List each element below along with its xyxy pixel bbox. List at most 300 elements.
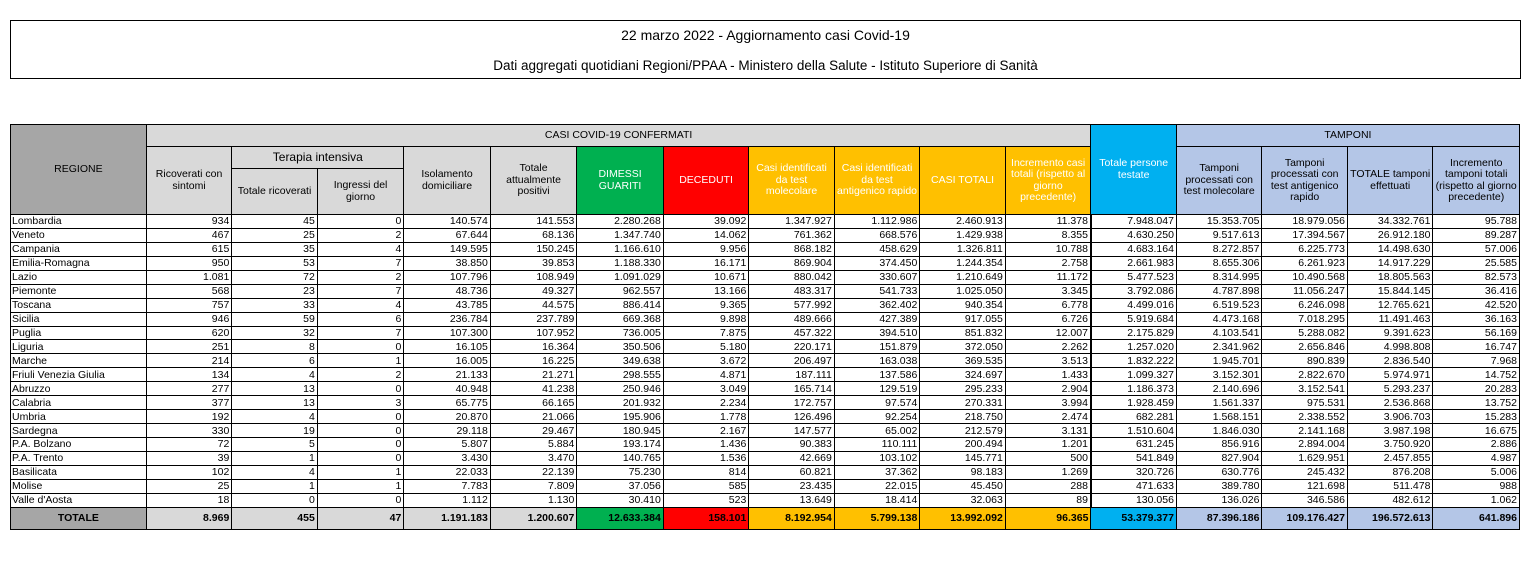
cell-ricoverati: 568 bbox=[146, 284, 232, 298]
cell-ti-ingressi: 0 bbox=[317, 215, 404, 229]
cell-tamponi-incremento: 95.788 bbox=[1433, 215, 1520, 229]
cell-ricoverati: 1.081 bbox=[146, 270, 232, 284]
cell-casi-totali: 200.494 bbox=[920, 438, 1006, 452]
header-casi-antigenico: Casi identificati da test antigenico rapido bbox=[834, 147, 920, 215]
cell-casi-molecolare: 90.383 bbox=[749, 438, 835, 452]
cell-casi-totali: 1.326.811 bbox=[920, 242, 1006, 256]
cell-isolamento: 3.430 bbox=[404, 451, 491, 465]
cell-tamponi-totale: 2.457.855 bbox=[1347, 451, 1433, 465]
cell-dimessi: 250.946 bbox=[577, 382, 664, 396]
cell-ricoverati: 214 bbox=[146, 354, 232, 368]
cell-incremento-casi: 1.433 bbox=[1005, 368, 1091, 382]
cell-persone-testate: 1.257.020 bbox=[1091, 340, 1177, 354]
cell-casi-antigenico: 137.586 bbox=[834, 368, 920, 382]
cell-ti-totale: 72 bbox=[232, 270, 318, 284]
table-row bbox=[11, 340, 1520, 354]
cell-tamponi-incremento: 16.747 bbox=[1433, 340, 1520, 354]
cell-persone-testate: 541.849 bbox=[1091, 451, 1177, 465]
total-tamponi-totale: 196.572.613 bbox=[1347, 507, 1433, 529]
cell-ti-totale: 4 bbox=[232, 410, 318, 424]
cell-persone-testate: 4.630.250 bbox=[1091, 228, 1177, 242]
cell-casi-totali: 1.244.354 bbox=[920, 256, 1006, 270]
cell-dimessi: 195.906 bbox=[577, 410, 664, 424]
cell-ti-totale: 35 bbox=[232, 242, 318, 256]
total-incremento-casi: 96.365 bbox=[1005, 507, 1091, 529]
cell-casi-totali: 270.331 bbox=[920, 396, 1006, 410]
cell-persone-testate: 320.726 bbox=[1091, 465, 1177, 479]
cell-isolamento: 21.133 bbox=[404, 368, 491, 382]
cell-tamponi-antigenico: 18.979.056 bbox=[1262, 215, 1348, 229]
cell-persone-testate: 4.683.164 bbox=[1091, 242, 1177, 256]
cell-casi-molecolare: 165.714 bbox=[749, 382, 835, 396]
cell-incremento-casi: 6.726 bbox=[1005, 312, 1091, 326]
cell-isolamento: 43.785 bbox=[404, 298, 491, 312]
table-row bbox=[11, 493, 1520, 507]
cell-tamponi-totale: 26.912.180 bbox=[1347, 228, 1433, 242]
cell-tamponi-totale: 3.906.703 bbox=[1347, 410, 1433, 424]
cell-ti-totale: 4 bbox=[232, 368, 318, 382]
cell-tamponi-totale: 3.750.920 bbox=[1347, 438, 1433, 452]
cell-dimessi: 2.280.268 bbox=[577, 215, 664, 229]
cell-casi-totali: 295.233 bbox=[920, 382, 1006, 396]
cell-positivi: 108.949 bbox=[490, 270, 577, 284]
cell-positivi: 39.853 bbox=[490, 256, 577, 270]
cell-incremento-casi: 2.904 bbox=[1005, 382, 1091, 396]
cell-region: Lazio bbox=[11, 270, 147, 284]
cell-tamponi-incremento: 20.283 bbox=[1433, 382, 1520, 396]
cell-ti-totale: 6 bbox=[232, 354, 318, 368]
cell-persone-testate: 1.186.373 bbox=[1091, 382, 1177, 396]
cell-ti-ingressi: 7 bbox=[317, 256, 404, 270]
cell-isolamento: 1.112 bbox=[404, 493, 491, 507]
cell-tamponi-incremento: 36.416 bbox=[1433, 284, 1520, 298]
cell-region: Valle d'Aosta bbox=[11, 493, 147, 507]
cell-positivi: 22.139 bbox=[490, 465, 577, 479]
total-ti-totale: 455 bbox=[232, 507, 318, 529]
cell-casi-totali: 45.450 bbox=[920, 479, 1006, 493]
cell-tamponi-antigenico: 17.394.567 bbox=[1262, 228, 1348, 242]
cell-ricoverati: 615 bbox=[146, 242, 232, 256]
cell-region: Toscana bbox=[11, 298, 147, 312]
total-casi-antigenico: 5.799.138 bbox=[834, 507, 920, 529]
cell-region: P.A. Trento bbox=[11, 451, 147, 465]
cell-persone-testate: 4.499.016 bbox=[1091, 298, 1177, 312]
cell-casi-molecolare: 187.111 bbox=[749, 368, 835, 382]
table-row bbox=[11, 312, 1520, 326]
cell-ti-totale: 32 bbox=[232, 326, 318, 340]
header-terapia-intensiva: Terapia intensiva bbox=[232, 147, 404, 169]
cell-region: Liguria bbox=[11, 340, 147, 354]
cell-casi-antigenico: 541.733 bbox=[834, 284, 920, 298]
cell-isolamento: 65.775 bbox=[404, 396, 491, 410]
cell-incremento-casi: 1.201 bbox=[1005, 438, 1091, 452]
header-casi-molecolare: Casi identificati da test molecolare bbox=[749, 147, 835, 215]
cell-deceduti: 13.166 bbox=[663, 284, 749, 298]
cell-isolamento: 38.850 bbox=[404, 256, 491, 270]
header-isolamento: Isolamento domiciliare bbox=[404, 147, 491, 215]
cell-region: Sardegna bbox=[11, 424, 147, 438]
cell-casi-molecolare: 869.904 bbox=[749, 256, 835, 270]
cell-casi-totali: 32.063 bbox=[920, 493, 1006, 507]
cell-incremento-casi: 500 bbox=[1005, 451, 1091, 465]
cell-tamponi-totale: 12.765.621 bbox=[1347, 298, 1433, 312]
cell-dimessi: 193.174 bbox=[577, 438, 664, 452]
cell-deceduti: 523 bbox=[663, 493, 749, 507]
cell-tamponi-incremento: 16.675 bbox=[1433, 424, 1520, 438]
cell-incremento-casi: 3.994 bbox=[1005, 396, 1091, 410]
cell-tamponi-molecolare: 136.026 bbox=[1176, 493, 1262, 507]
cell-deceduti: 2.234 bbox=[663, 396, 749, 410]
cell-tamponi-antigenico: 975.531 bbox=[1262, 396, 1348, 410]
cell-casi-molecolare: 60.821 bbox=[749, 465, 835, 479]
covid-data-table bbox=[10, 124, 1520, 530]
cell-ti-ingressi: 1 bbox=[317, 465, 404, 479]
cell-isolamento: 22.033 bbox=[404, 465, 491, 479]
cell-tamponi-totale: 14.498.630 bbox=[1347, 242, 1433, 256]
cell-deceduti: 9.365 bbox=[663, 298, 749, 312]
cell-tamponi-antigenico: 346.586 bbox=[1262, 493, 1348, 507]
cell-casi-totali: 1.210.649 bbox=[920, 270, 1006, 284]
cell-ricoverati: 377 bbox=[146, 396, 232, 410]
total-tamponi-antigenico: 109.176.427 bbox=[1262, 507, 1348, 529]
cell-persone-testate: 2.175.829 bbox=[1091, 326, 1177, 340]
cell-casi-totali: 851.832 bbox=[920, 326, 1006, 340]
cell-tamponi-totale: 34.332.761 bbox=[1347, 215, 1433, 229]
cell-casi-antigenico: 427.389 bbox=[834, 312, 920, 326]
cell-incremento-casi: 10.788 bbox=[1005, 242, 1091, 256]
cell-ricoverati: 330 bbox=[146, 424, 232, 438]
cell-tamponi-incremento: 89.287 bbox=[1433, 228, 1520, 242]
cell-casi-molecolare: 42.669 bbox=[749, 451, 835, 465]
cell-ti-totale: 53 bbox=[232, 256, 318, 270]
cell-isolamento: 16.005 bbox=[404, 354, 491, 368]
cell-ti-totale: 19 bbox=[232, 424, 318, 438]
cell-positivi: 16.225 bbox=[490, 354, 577, 368]
cell-ti-totale: 1 bbox=[232, 479, 318, 493]
cell-tamponi-antigenico: 245.432 bbox=[1262, 465, 1348, 479]
cell-tamponi-incremento: 15.283 bbox=[1433, 410, 1520, 424]
cell-casi-totali: 1.025.050 bbox=[920, 284, 1006, 298]
cell-ti-totale: 33 bbox=[232, 298, 318, 312]
cell-dimessi: 669.368 bbox=[577, 312, 664, 326]
cell-persone-testate: 1.832.222 bbox=[1091, 354, 1177, 368]
cell-incremento-casi: 8.355 bbox=[1005, 228, 1091, 242]
cell-casi-antigenico: 394.510 bbox=[834, 326, 920, 340]
cell-ti-ingressi: 2 bbox=[317, 368, 404, 382]
cell-dimessi: 180.945 bbox=[577, 424, 664, 438]
cell-casi-molecolare: 577.992 bbox=[749, 298, 835, 312]
table-row bbox=[11, 326, 1520, 340]
cell-ti-ingressi: 1 bbox=[317, 479, 404, 493]
cell-incremento-casi: 11.378 bbox=[1005, 215, 1091, 229]
cell-tamponi-incremento: 13.752 bbox=[1433, 396, 1520, 410]
cell-tamponi-incremento: 57.006 bbox=[1433, 242, 1520, 256]
cell-casi-antigenico: 151.879 bbox=[834, 340, 920, 354]
cell-incremento-casi: 11.172 bbox=[1005, 270, 1091, 284]
cell-isolamento: 40.948 bbox=[404, 382, 491, 396]
cell-deceduti: 3.672 bbox=[663, 354, 749, 368]
cell-tamponi-totale: 511.478 bbox=[1347, 479, 1433, 493]
table-body bbox=[11, 215, 1520, 530]
cell-tamponi-molecolare: 1.568.151 bbox=[1176, 410, 1262, 424]
cell-isolamento: 48.736 bbox=[404, 284, 491, 298]
cell-ricoverati: 251 bbox=[146, 340, 232, 354]
cell-deceduti: 585 bbox=[663, 479, 749, 493]
total-persone-testate: 53.379.377 bbox=[1091, 507, 1177, 529]
cell-tamponi-molecolare: 389.780 bbox=[1176, 479, 1262, 493]
total-positivi: 1.200.607 bbox=[490, 507, 577, 529]
cell-tamponi-totale: 5.974.971 bbox=[1347, 368, 1433, 382]
cell-isolamento: 107.300 bbox=[404, 326, 491, 340]
cell-region: Calabria bbox=[11, 396, 147, 410]
cell-casi-molecolare: 172.757 bbox=[749, 396, 835, 410]
cell-tamponi-molecolare: 15.353.705 bbox=[1176, 215, 1262, 229]
cell-dimessi: 30.410 bbox=[577, 493, 664, 507]
table-row bbox=[11, 284, 1520, 298]
table-row bbox=[11, 256, 1520, 270]
cell-isolamento: 107.796 bbox=[404, 270, 491, 284]
cell-tamponi-totale: 4.998.808 bbox=[1347, 340, 1433, 354]
cell-ti-totale: 8 bbox=[232, 340, 318, 354]
cell-region: Abruzzo bbox=[11, 382, 147, 396]
cell-positivi: 21.271 bbox=[490, 368, 577, 382]
cell-casi-molecolare: 489.666 bbox=[749, 312, 835, 326]
cell-casi-totali: 145.771 bbox=[920, 451, 1006, 465]
cell-tamponi-antigenico: 10.490.568 bbox=[1262, 270, 1348, 284]
table-row bbox=[11, 479, 1520, 493]
cell-deceduti: 2.167 bbox=[663, 424, 749, 438]
cell-ti-ingressi: 4 bbox=[317, 242, 404, 256]
cell-region: P.A. Bolzano bbox=[11, 438, 147, 452]
cell-deceduti: 16.171 bbox=[663, 256, 749, 270]
report-title-box bbox=[10, 20, 1521, 79]
cell-ti-ingressi: 7 bbox=[317, 284, 404, 298]
cell-tamponi-molecolare: 4.787.898 bbox=[1176, 284, 1262, 298]
cell-tamponi-incremento: 988 bbox=[1433, 479, 1520, 493]
cell-ti-ingressi: 0 bbox=[317, 340, 404, 354]
cell-ricoverati: 192 bbox=[146, 410, 232, 424]
cell-casi-molecolare: 868.182 bbox=[749, 242, 835, 256]
cell-incremento-casi: 89 bbox=[1005, 493, 1091, 507]
cell-casi-molecolare: 220.171 bbox=[749, 340, 835, 354]
cell-deceduti: 5.180 bbox=[663, 340, 749, 354]
cell-ricoverati: 18 bbox=[146, 493, 232, 507]
cell-ti-ingressi: 0 bbox=[317, 438, 404, 452]
cell-casi-antigenico: 458.629 bbox=[834, 242, 920, 256]
total-dimessi: 12.633.384 bbox=[577, 507, 664, 529]
cell-casi-molecolare: 126.496 bbox=[749, 410, 835, 424]
cell-region: Marche bbox=[11, 354, 147, 368]
cell-persone-testate: 682.281 bbox=[1091, 410, 1177, 424]
cell-tamponi-molecolare: 827.904 bbox=[1176, 451, 1262, 465]
cell-deceduti: 1.778 bbox=[663, 410, 749, 424]
cell-ti-totale: 0 bbox=[232, 493, 318, 507]
total-ti-ingressi: 47 bbox=[317, 507, 404, 529]
cell-deceduti: 39.092 bbox=[663, 215, 749, 229]
cell-ti-ingressi: 2 bbox=[317, 270, 404, 284]
cell-tamponi-totale: 5.293.237 bbox=[1347, 382, 1433, 396]
cell-incremento-casi: 2.758 bbox=[1005, 256, 1091, 270]
cell-persone-testate: 130.056 bbox=[1091, 493, 1177, 507]
cell-casi-totali: 2.460.913 bbox=[920, 215, 1006, 229]
cell-casi-totali: 940.354 bbox=[920, 298, 1006, 312]
cell-ti-totale: 25 bbox=[232, 228, 318, 242]
cell-positivi: 107.952 bbox=[490, 326, 577, 340]
cell-deceduti: 9.898 bbox=[663, 312, 749, 326]
total-casi-molecolare: 8.192.954 bbox=[749, 507, 835, 529]
cell-ricoverati: 25 bbox=[146, 479, 232, 493]
cell-tamponi-antigenico: 890.839 bbox=[1262, 354, 1348, 368]
table-row bbox=[11, 298, 1520, 312]
cell-casi-antigenico: 362.402 bbox=[834, 298, 920, 312]
table-row bbox=[11, 410, 1520, 424]
cell-dimessi: 1.347.740 bbox=[577, 228, 664, 242]
cell-ricoverati: 277 bbox=[146, 382, 232, 396]
confirmed-cases-group-header: CASI COVID-19 CONFERMATI bbox=[146, 125, 1091, 147]
cell-casi-antigenico: 330.607 bbox=[834, 270, 920, 284]
cell-isolamento: 20.870 bbox=[404, 410, 491, 424]
cell-casi-antigenico: 103.102 bbox=[834, 451, 920, 465]
cell-casi-totali: 372.050 bbox=[920, 340, 1006, 354]
cell-region: Piemonte bbox=[11, 284, 147, 298]
cell-ti-totale: 5 bbox=[232, 438, 318, 452]
cell-casi-molecolare: 880.042 bbox=[749, 270, 835, 284]
cell-dimessi: 349.638 bbox=[577, 354, 664, 368]
cell-dimessi: 1.166.610 bbox=[577, 242, 664, 256]
cell-casi-antigenico: 65.002 bbox=[834, 424, 920, 438]
header-positivi: Totale attualmente positivi bbox=[490, 147, 577, 215]
cell-tamponi-molecolare: 2.341.962 bbox=[1176, 340, 1262, 354]
cell-persone-testate: 631.245 bbox=[1091, 438, 1177, 452]
cell-deceduti: 814 bbox=[663, 465, 749, 479]
cell-tamponi-incremento: 7.968 bbox=[1433, 354, 1520, 368]
cell-tamponi-antigenico: 121.698 bbox=[1262, 479, 1348, 493]
cell-positivi: 49.327 bbox=[490, 284, 577, 298]
cell-dimessi: 736.005 bbox=[577, 326, 664, 340]
cell-casi-molecolare: 23.435 bbox=[749, 479, 835, 493]
cell-ricoverati: 39 bbox=[146, 451, 232, 465]
cell-isolamento: 236.784 bbox=[404, 312, 491, 326]
cell-tamponi-antigenico: 6.225.773 bbox=[1262, 242, 1348, 256]
total-ricoverati: 8.969 bbox=[146, 507, 232, 529]
cell-ricoverati: 934 bbox=[146, 215, 232, 229]
cell-region: Molise bbox=[11, 479, 147, 493]
cell-ricoverati: 620 bbox=[146, 326, 232, 340]
cell-region: Emilia-Romagna bbox=[11, 256, 147, 270]
table-row bbox=[11, 438, 1520, 452]
table-row bbox=[11, 451, 1520, 465]
cell-region: Sicilia bbox=[11, 312, 147, 326]
cell-casi-antigenico: 37.362 bbox=[834, 465, 920, 479]
table-row bbox=[11, 396, 1520, 410]
table-row bbox=[11, 368, 1520, 382]
cell-positivi: 3.470 bbox=[490, 451, 577, 465]
cell-tamponi-incremento: 14.752 bbox=[1433, 368, 1520, 382]
cell-casi-molecolare: 483.317 bbox=[749, 284, 835, 298]
region-column-header: REGIONE bbox=[11, 125, 147, 215]
cell-tamponi-molecolare: 1.846.030 bbox=[1176, 424, 1262, 438]
cell-ricoverati: 467 bbox=[146, 228, 232, 242]
cell-tamponi-molecolare: 6.519.523 bbox=[1176, 298, 1262, 312]
cell-casi-molecolare: 761.362 bbox=[749, 228, 835, 242]
cell-tamponi-incremento: 56.169 bbox=[1433, 326, 1520, 340]
cell-tamponi-totale: 18.805.563 bbox=[1347, 270, 1433, 284]
cell-tamponi-incremento: 82.573 bbox=[1433, 270, 1520, 284]
cell-ti-ingressi: 0 bbox=[317, 424, 404, 438]
cell-ti-ingressi: 3 bbox=[317, 396, 404, 410]
cell-ti-totale: 45 bbox=[232, 215, 318, 229]
cell-isolamento: 16.105 bbox=[404, 340, 491, 354]
cell-casi-totali: 369.535 bbox=[920, 354, 1006, 368]
cell-dimessi: 350.506 bbox=[577, 340, 664, 354]
header-tamponi-molecolare: Tamponi processati con test molecolare bbox=[1176, 147, 1262, 215]
header-casi-totali: CASI TOTALI bbox=[920, 147, 1006, 215]
cell-persone-testate: 3.792.086 bbox=[1091, 284, 1177, 298]
total-region: TOTALE bbox=[11, 507, 147, 529]
cell-deceduti: 14.062 bbox=[663, 228, 749, 242]
cell-casi-totali: 212.579 bbox=[920, 424, 1006, 438]
totals-row bbox=[11, 507, 1520, 529]
cell-incremento-casi: 6.778 bbox=[1005, 298, 1091, 312]
cell-casi-antigenico: 97.574 bbox=[834, 396, 920, 410]
cell-dimessi: 1.188.330 bbox=[577, 256, 664, 270]
cell-dimessi: 37.056 bbox=[577, 479, 664, 493]
cell-persone-testate: 7.948.047 bbox=[1091, 215, 1177, 229]
cell-tamponi-incremento: 25.585 bbox=[1433, 256, 1520, 270]
cell-ricoverati: 950 bbox=[146, 256, 232, 270]
cell-isolamento: 29.118 bbox=[404, 424, 491, 438]
cell-tamponi-incremento: 5.006 bbox=[1433, 465, 1520, 479]
cell-isolamento: 7.783 bbox=[404, 479, 491, 493]
cell-region: Lombardia bbox=[11, 215, 147, 229]
cell-deceduti: 3.049 bbox=[663, 382, 749, 396]
table-row bbox=[11, 215, 1520, 229]
report-title: 22 marzo 2022 - Aggiornamento casi Covid-19 bbox=[621, 27, 910, 43]
cell-persone-testate: 1.928.459 bbox=[1091, 396, 1177, 410]
table-row bbox=[11, 382, 1520, 396]
cell-tamponi-totale: 482.612 bbox=[1347, 493, 1433, 507]
cell-ti-ingressi: 0 bbox=[317, 451, 404, 465]
header-incremento-casi: Incremento casi totali (rispetto al giorno precedente) bbox=[1005, 147, 1091, 215]
cell-tamponi-antigenico: 11.056.247 bbox=[1262, 284, 1348, 298]
cell-casi-totali: 324.697 bbox=[920, 368, 1006, 382]
cell-tamponi-molecolare: 4.103.541 bbox=[1176, 326, 1262, 340]
cell-persone-testate: 471.633 bbox=[1091, 479, 1177, 493]
cell-ti-ingressi: 0 bbox=[317, 382, 404, 396]
total-casi-totali: 13.992.092 bbox=[920, 507, 1006, 529]
cell-tamponi-molecolare: 8.655.306 bbox=[1176, 256, 1262, 270]
cell-casi-molecolare: 1.347.927 bbox=[749, 215, 835, 229]
cell-casi-antigenico: 163.038 bbox=[834, 354, 920, 368]
cell-deceduti: 1.536 bbox=[663, 451, 749, 465]
cell-casi-totali: 1.429.938 bbox=[920, 228, 1006, 242]
cell-ricoverati: 102 bbox=[146, 465, 232, 479]
cell-tamponi-incremento: 1.062 bbox=[1433, 493, 1520, 507]
table-row bbox=[11, 242, 1520, 256]
table-row bbox=[11, 228, 1520, 242]
cell-positivi: 1.130 bbox=[490, 493, 577, 507]
table-row bbox=[11, 424, 1520, 438]
cell-tamponi-antigenico: 6.246.098 bbox=[1262, 298, 1348, 312]
cell-casi-antigenico: 18.414 bbox=[834, 493, 920, 507]
cell-region: Puglia bbox=[11, 326, 147, 340]
cell-casi-antigenico: 1.112.986 bbox=[834, 215, 920, 229]
cell-ti-totale: 23 bbox=[232, 284, 318, 298]
cell-persone-testate: 5.919.684 bbox=[1091, 312, 1177, 326]
table-row bbox=[11, 465, 1520, 479]
cell-tamponi-antigenico: 7.018.295 bbox=[1262, 312, 1348, 326]
cell-tamponi-molecolare: 8.272.857 bbox=[1176, 242, 1262, 256]
